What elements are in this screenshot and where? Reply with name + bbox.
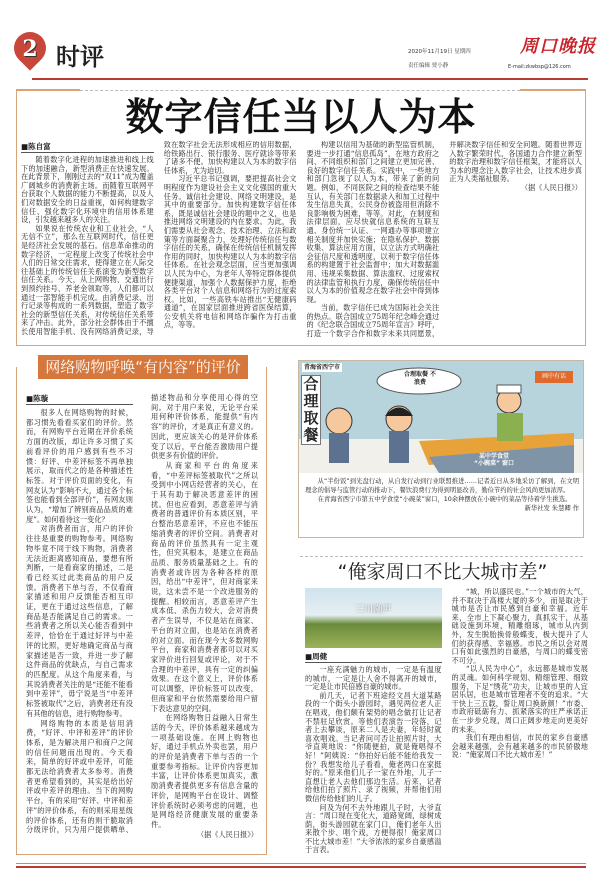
paragraph: 如果说在传统农业和工业社会，“人无信不立”，那么在互联网时代，信任更是经济社会发展的基石。信息革命推动的数字经济，一定程度上改变了传统社会中人们的日常交往需求，使得建立在人际交往基础上的传统信任关系演变为新型数字信任关系。今天，从上网购物、交通出行到预约挂号、养老金领取等，人们都可以通过一部智能手机完成。由消费记录、出行记录等构成的一系列数据，塑造了数字社会的新型信任关系，对传统信任关系带来了冲击。此外，部分社会群体由于不擅长使用智能手机、没有网络消费记录，导致在数字社会无法形成相应的信用数据，给铁路出行、银行服务、医疗就诊等带来了诸多不便。加快构建以人为本的数字信任体系，尤为迫切。 [21,141,297,336]
paragraph: 网络购物的本质是信用消费，“好评、中评和差评”的评价体系，是为解决用户和商户之间的信任问题而出现的。今天看来，简单的好评或中差评，可能都无法给消费者太多参考。消费者更希望看到的，其实是给出好评或中差评的理由。当下的网购平台，有的采用“好评、中评和差评”的评价体系，有的则采用星级的评价体系，还有的则干脆取消分级评价，只为用户提供晒单、描述物品和分享使用心得的空间。对于用户来说，无论平台采用何种评价体系，能提供“有内容”的评价，才是真正有意义的。因此，更应该关心的是评价体系变了以后，平台能否激励用户提供更多有价值的评价。 [26,393,258,835]
paragraph: 在网络购物日益融入日常生活的今天，评价体系越来越成为一项基础设施。在网上购物也好，通过手机点外卖也罢，用户的评价是消费者下单与否的一个重要参考指标。让评价内容更加丰富，让评价体系更加真实，激励消费者提供更多有信息含量的评价，是网购平台在设计、调整评价系统时必须考虑的问题，也是网络经济健康发展的重要条件。 [151,713,258,829]
caption-paragraph: 从“半份饭”到光盘行动，从自发行动到行业联盟推进……记者近日从多地采访了解到，在文明理念的倡导与监管行动的推动下，餐饮浪费行为得到明显改善，勤俭节约的社会风尚更加浓厚。 [305,478,579,494]
caption-paragraph: 在青海省西宁市第五中学食堂“小碗菜”窗口，10余种摆放在小碗中的菜品等待着学生挑选。 [317,496,572,503]
column-header-image [305,588,442,648]
paragraph: 一座充满魅力的城市，一定是有温度的城市，一定是让人舍不得离开的城市，一定是让市民倍感自豪的城市。 [305,665,442,692]
paragraph: “城，所以盛民也。”一个城市的大气，并不取决于高楼大厦的多少，而是取决于城市是否让市民感到自豪和幸福。近年来，全市上下凝心聚力，真抓实干，从基础设施到环境，精雕细琢，城市从内到外，发生脱胎换骨般蝶变，极大提升了人们的获得感、幸福感。市民之所以会对周口有如此强烈的自豪感，与周口的蝶变密不可分。 [451,588,588,665]
paragraph: 前几天，记者下班途经文昌大道某路段的一个街头小游园时，遇见两位老人正在唱戏，他们颇有架势的唱念做打让记者不禁驻足欣赏。等他们表演告一段落，记者上去攀谈，原来二人是夫妻，年轻时就喜欢唱戏。当记者问可否让拍照片时，大爷直爽地说：“你随便拍，就是俺唱得不好！”阿姨说：“你拍好后能不能给我发一份？我想发给儿子看看，俺老两口在家挺好的。”原来他们儿子一家在外地，儿子一直想让老人去他们那边生活。后来，记者给他们拍了照片、录了视频，并帮他们用微信传给他们的儿子。 [305,690,442,803]
section-title: 时评 [56,42,104,71]
editor-credit: 责任编辑 贾小静 [408,63,449,69]
paragraph: 对消费者而言，用户的评价往往是重要的购物参考。网络购物毕竟不同于线下购物，消费者无法近距离感知商品，要想有所判断，一是看商家的描述，二是看已经买过此类商品的用户反馈。消费者下单与否，不仅看商家描述和用户反馈能否相互印证，更在于通过这些信息，了解商品是否能满足自己的需求。一些消费者之所以关心能否看到中差评，恰恰在于通过好评与中差评的比照，更好地确定商品与商家描述是否一致，并进一步了解这件商品的优缺点，与自己需求的匹配度。从这个角度来看，与其说消费者关注的是“还能不能看到中差评”，毋宁说是当“中差评标签被取代”之后，消费者还有没有其他的信息，进行购物参考。 [26,524,133,718]
issue-date: 2020年11月19日 星期四 [408,49,471,55]
article1-body [21,141,582,343]
article3-body [305,588,588,861]
paragraph: 习近平总书记强调，要把提高社会文明程度作为建设社会主义文化强国的重大任务。诚信社会建设、网络文明建设，是其中的重要部分。加快构建数字信任体系，既是诚信社会建设的题中之义，也是推进网络文明建设的内在要求。为此，我们需要从社会观念、技术治理、立法和政策等方面凝聚合力，处理好传统信任与数字信任的关系，确保在传统信任机制发挥作用的同时，加快构建以人为本的数字信任体系。在社会观念层面，应当更加强调以人民为中心，为老年人等特定群体提供便捷渠道，加强个人数据保护力度，拒绝各类平台对个人信息和网络行为的过度索权。比如，一些高铁车站推出“无健康码通道”，在国家层面推进跨省医保结算，公安机关将电信和网络诈骗作为打击重点，等等。 [163,174,297,330]
paragraph: 随着数字化进程的加速推进和线上线下的加速融合，新型消费正在快速发展。在此背景下，刚刚过去的“双11”成为覆盖广阔城乡的消费新主场。而随着互联网平台获取个人数据的能力不断提高，以及人们对数据安全的日益重视，如何构建数字信任、强化数字化环境中的信用体系建设，引发越来越多人的关注。 [21,155,154,225]
divider [520,89,586,91]
cartoon-badge: 画中有话 [535,371,573,383]
divider [16,89,80,91]
paragraph: 当前，数字信任已成为国际社会关注的热点。联合国成立75周年纪念峰会通过的《纪念联合国成立75周年宣言》呼吁，打造一个数字合作和数字未来共同愿景，并解决数字信任和安全问题。随着世界迈入数字繁荣时代，各国通力合作建立新型的数字治理和数字信任框架，才能将以人为本的理念注入数字社会，让技术进步真正为人类福祉服务。 [306,141,582,339]
cartoon-side-title: 合理取餐 [301,375,321,445]
paragraph: “以人民为中心”，永远都是城市发展的灵魂。如何科学规划、精细管理、细致服务，下足“绣花”功夫，让城市里的人宜居乐居，也是城市管理者不变的追求。“大干快上三五载，誓让周口换新颜！”市委、市政府砥砺有力、抓紧落实的庄严承诺正在一步步兑现，周口正阔步地走向更美好的未来。 [451,664,588,734]
paragraph: 我们有理由相信，市民的家乡自豪感会越来越强，会有越来越多的市民骄傲地说：“俺家周口不比大城市差！” [451,733,588,760]
article2-headline: 网络购物呼唤“有内容”的评价 [38,355,248,379]
divider [300,556,583,557]
article2-byline: ■陈璇 [26,393,133,405]
cartoon-speech-bubble: 合理取餐 不浪费 [403,371,437,386]
footer-divider [16,863,586,864]
cartoon-caption [305,477,579,513]
email-address: E-mail:zkwbsp@126.com [508,64,571,70]
divider [80,90,520,91]
footer-divider [16,866,586,868]
article2-body [26,393,258,843]
article2-source: （据《人民日报》） [196,829,258,839]
article1-source: （据《人民日报》） [520,182,582,192]
cartoon-window-sign [449,453,539,467]
sign-line: “小碗菜” 窗口 [474,460,514,467]
sign-line: 某中学食堂 [478,453,509,460]
article1-headline: 数字信任当以人为本 [125,94,477,139]
cartoon-panel [298,360,584,538]
paragraph: 问及为何不去外地跟儿子时，大爷直言：“周口现在变化大，道路宽阔，绿树成荫，街头游园就在家门口，俺们老年人出来散个步、唱个戏，方便得很！俺家周口不比大城市差！”大爷浓浓的家乡自豪感溢于言表。 [305,802,442,855]
article3-byline: ■周健 [305,651,442,663]
paper-logo: 周口晚报 [520,36,596,57]
article1-byline: ■陈自富 [21,141,154,153]
paragraph: 从商家和平台的角度来看，“中差评标签被取代”之所以受到中小网店经营者的关心，在于其有助于解决恶意差评的困扰。但也应看到，恶意差评与消费者的普通评价有本质区别，平台整治恶意差评，不应也不能压缩消费者的评价空间。消费者对商品的评价虽然具有一定主观性，但究其根本，是建立在商品品质、服务质量基础之上。有的消费者或许因为各种各样的原因，给出“中差评”，但对商家来说，这未尝不是一个改进服务的提醒。相较而言，恶意差评产生成本低、杀伤力较大，会对消费者产生误导，不仅是站在商家、平台的对立面，也是站在消费者的对立面。而在现今大多数网购平台，商家和消费者都可以对买家评价进行回复或评论，对于不合理的中差评，具有一定的纠偏效果。在这个意义上，评价体系可以调整，评价标签可以改变，但商家和平台依然需要给用户留下表达意见的空间。 [151,460,258,713]
article3-headline: “俺家周口不比大城市差” [337,561,548,583]
paragraph: 很多人在网络购物的时候，都习惯先看看买家们的评价。然而，有网购平台近期在评价系统方面的改版，却让许多习惯了买前看评价的用户感到有些不习惯：好评、中差评标签不再单独展示，取而代之的是各种描述性标签。对于评价页面的变化，有网友认为“影响不大，通过各个标签也能看到全部评价”，有网友则认为，“增加了辨别商品品质的难度”。如何看待这一变化？ [26,408,133,524]
paragraph: 构建以信用为基础的新型监管机制，要进一步打通“信息孤岛”，在地方政府之间、不同组织和部门之间建立更加完善、良好的数字信任关系。实践中，一些地方和部门忽视了以人为本，带来了新的问题。例如，不同医院之间的检查结果不能互认，有关部门在数据录入和加工过程中发生信息失真，公民身份被盗用但消除不良影响极为困难，等等。对此，在制度和法律层面，应尽快就信息系统的互联互通、身份统一认证、一网通办等事项建立相关制度并加快实施；在隐私保护、数据收集、算法应用方面，以立法方式明确社会征信尺度和透明度，以利于数字信任体系的构建置于社会监督中；加大对数据滥用、违规采集数据、算法滥权、过度索权的法律监管和执行力度，确保传统信任中以人为本的价值观念在数字社会中得到体现。 [306,141,440,304]
cartoon-location: 青海省西宁市 [304,364,341,371]
page-number: 2 [22,36,38,62]
column-name: 三川潮声 [355,605,392,615]
cartoon-credit: 新华社发 朱慧卿 作 [524,505,579,512]
header-divider [32,78,588,80]
